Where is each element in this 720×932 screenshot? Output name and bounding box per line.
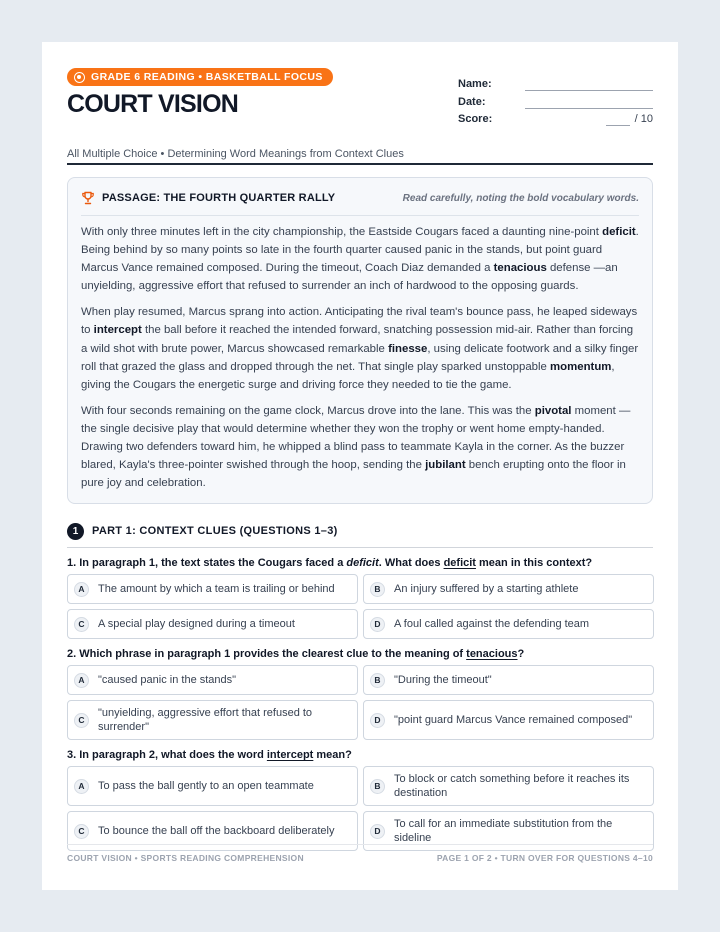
option-text: To pass the ball gently to an open teammate (98, 780, 314, 793)
question-1-options (67, 574, 653, 639)
option-letter: C (74, 824, 89, 839)
part-1-header (67, 521, 653, 548)
grade-badge (67, 68, 333, 86)
option-letter: C (74, 713, 89, 728)
vocab-word: intercept (93, 324, 142, 337)
option-letter: D (370, 824, 385, 839)
text-run: defense —an unyielding, aggressive effort that refused to surrender an inch of hardwood to the opposing guards. (81, 262, 618, 293)
date-line[interactable] (525, 108, 653, 109)
option-text: To block or catch something before it reaches its destination (394, 773, 630, 800)
text-run: . Being behind by so many points so late in the fourth quarter caused panic in the stands, but point guard Marcus Vance remained composed. During the timeout, Coach Diaz demanded a (81, 226, 639, 275)
passage-title: PASSAGE: THE FOURTH QUARTER RALLY (102, 192, 336, 204)
target-circle-icon (74, 72, 85, 83)
option-text: "caused panic in the stands" (98, 674, 237, 687)
text-run: 1. In paragraph 1, the text states the Cougars faced a (67, 557, 347, 570)
page-subtitle: All Multiple Choice • Determining Word Meanings from Context Clues (67, 148, 404, 160)
answer-option[interactable] (363, 665, 654, 695)
score-field[interactable] (458, 113, 653, 131)
grade-badge-label: GRADE 6 READING • BASKETBALL FOCUS (91, 71, 323, 83)
question-2 (67, 648, 653, 660)
score-label: Score: (458, 113, 493, 125)
option-letter: D (370, 617, 385, 632)
answer-option[interactable] (67, 609, 358, 639)
score-total: / 10 (634, 113, 653, 125)
text-run: 2. Which phrase in paragraph 1 provides the clearest clue to the meaning of (67, 648, 467, 661)
answer-option[interactable] (67, 700, 358, 740)
passage-note: Read carefully, noting the bold vocabulary words. (402, 192, 639, 204)
option-letter: A (74, 673, 89, 688)
answer-option[interactable] (363, 766, 654, 806)
trophy-icon (81, 191, 95, 205)
student-info-fields (458, 78, 653, 131)
option-text: "During the timeout" (394, 674, 492, 687)
option-letter: A (74, 582, 89, 597)
passage-paragraph-1 (81, 223, 639, 295)
page-footer (67, 844, 653, 863)
answer-option[interactable] (67, 665, 358, 695)
passage-header (81, 190, 639, 206)
vocab-word: jubilant (425, 459, 466, 472)
name-line[interactable] (525, 90, 653, 91)
text-run: When play resumed, Marcus sprang into action. Anticipating the rival team's bounce pass, he leaped sideways to (81, 306, 638, 337)
text-run: With four seconds remaining on the game clock, Marcus drove into the lane. This was the (81, 404, 535, 417)
date-label: Date: (458, 95, 486, 108)
reading-passage (67, 177, 653, 504)
underlined-word: tenacious (466, 648, 518, 661)
option-text: An injury suffered by a starting athlete (394, 583, 579, 596)
worksheet-header (67, 68, 653, 165)
text-run: mean? (313, 749, 352, 762)
option-letter: D (370, 713, 385, 728)
answer-option[interactable] (363, 609, 654, 639)
footer-right: PAGE 1 OF 2 • TURN OVER FOR QUESTIONS 4–10 (436, 853, 653, 863)
question-3-options (67, 766, 653, 851)
question-3 (67, 749, 653, 761)
underlined-word: deficit (443, 557, 476, 570)
text-run: ? (517, 648, 525, 661)
vocab-word: momentum (550, 360, 612, 373)
question-2-options (67, 665, 653, 740)
option-text: A foul called against the defending team (394, 618, 590, 631)
text-run: mean in this context? (475, 557, 593, 570)
option-text: "unyielding, aggressive effort that refused to surrender" (98, 707, 313, 734)
passage-paragraph-2 (81, 303, 639, 393)
italic-word: deficit (346, 557, 379, 570)
option-text: A special play designed during a timeout (98, 618, 295, 631)
vocab-word: deficit (602, 226, 636, 238)
part-number-badge: 1 (67, 523, 84, 540)
underlined-word: intercept (266, 749, 314, 762)
vocab-word: pivotal (534, 404, 572, 417)
question-1 (67, 557, 653, 569)
option-letter: B (370, 582, 385, 597)
vocab-word: finesse (388, 342, 428, 355)
answer-option[interactable] (67, 574, 358, 604)
answer-option[interactable] (363, 700, 654, 740)
option-letter: C (74, 617, 89, 632)
worksheet-page (42, 42, 678, 890)
passage-paragraph-3 (81, 402, 639, 492)
footer-left: COURT VISION • SPORTS READING COMPREHENSION (67, 853, 304, 863)
text-run: moment —the single decisive play that would determine whether they won the trophy or went home empty-handed. Drawing two defenders toward him, he whipped a blind pass to teammate Kayla in the corner. As the buzzer blared, Kayla's three-pointer swished through the hoop, sending the (81, 404, 631, 472)
date-field[interactable] (458, 96, 653, 114)
passage-divider (81, 215, 639, 216)
text-run: 3. In paragraph 2, what does the word (67, 749, 267, 762)
text-run: , using delicate footwork and a silky finger roll that grazed the glass and dropped through the net. That single play sparked unstoppable (81, 342, 639, 373)
score-line[interactable] (606, 125, 630, 126)
text-run: With only three minutes left in the city championship, the Eastside Cougars faced a daunting nine-point (81, 226, 603, 238)
answer-option[interactable] (67, 766, 358, 806)
option-text: The amount by which a team is trailing or behind (98, 583, 335, 596)
text-run: . What does (378, 557, 444, 570)
name-field[interactable] (458, 78, 653, 96)
part-title: PART 1: CONTEXT CLUES (QUESTIONS 1–3) (92, 525, 338, 538)
text-run: bench erupting onto the floor in pure joy and celebration. (81, 459, 626, 490)
text-run: , giving the Cougars the energetic surge and driving force they needed to tie the game. (81, 360, 615, 391)
option-letter: B (370, 673, 385, 688)
option-text: To bounce the ball off the backboard deliberately (98, 825, 335, 838)
text-run: the ball before it reached the intended forward, snatching possession mid-air. Rather than forcing a wild shot with brute power, Marcus showcased remarkable (81, 324, 634, 355)
option-letter: B (370, 779, 385, 794)
option-text: "point guard Marcus Vance remained composed" (394, 714, 633, 727)
option-letter: A (74, 779, 89, 794)
answer-option[interactable] (363, 574, 654, 604)
name-label: Name: (458, 78, 492, 90)
vocab-word: tenacious (493, 262, 547, 275)
page-title: COURT VISION (67, 90, 238, 118)
option-text: To call for an immediate substitution from the sideline (394, 818, 613, 845)
